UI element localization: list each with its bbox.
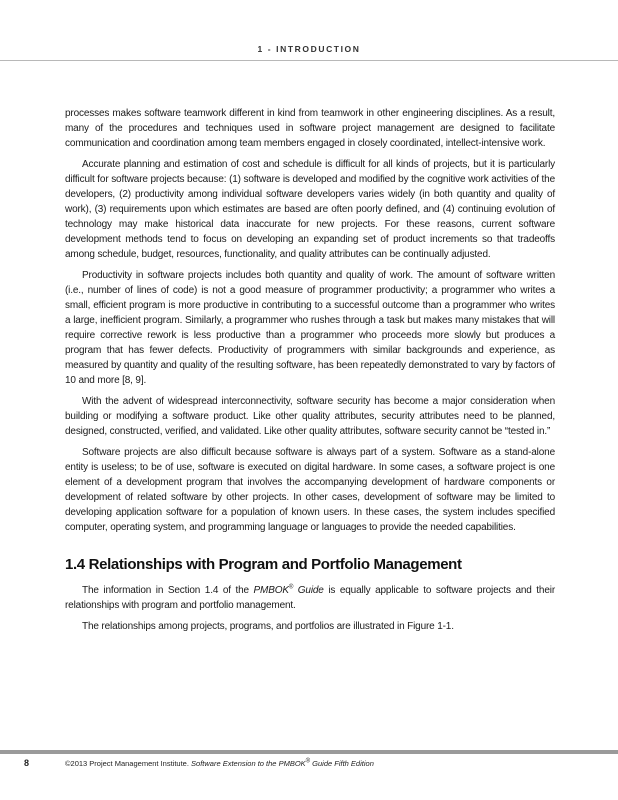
paragraph-figure-reference: The relationships among projects, programs, and portfolios are illustrated in Figure 1-1. <box>82 621 454 632</box>
footer-registered-mark: ® <box>305 758 311 765</box>
footer-book-title <box>191 759 374 768</box>
section-text-end: is equally applicable to software projects and their relationships with program and portfolio management. <box>65 585 555 611</box>
paragraph-planning-estimation: Accurate planning and estimation of cost and schedule is difficult for all kinds of projects, but it is particularly difficult for software projects because: (1) software is developed and modified by the cognitive work activities of the developers, (2) productivity among individual software developers varies widely (in both quantity and quality of work), (3) requirements upon which estimates are based are often poorly defined, and (4) continuing evolution of technology may make historical data inaccurate for new projects. For these reasons, current software development methods tend to focus on developing an expanding set of product increments so that tradeoffs among schedule, budget, resources, functionality, and quality attributes can be continually adjusted. <box>65 159 555 260</box>
guide-word: Guide <box>293 585 324 596</box>
section-heading: 1.4 Relationships with Program and Portfolio Management <box>65 556 462 573</box>
paragraph-teamwork: processes makes software teamwork different in kind from teamwork in other engineering disciplines. As a result, many of the procedures and techniques used in software project management are designed to facilitate communication and coordination among team members engaged in closely coordinated, intellect-intensive work. <box>65 108 555 149</box>
header-divider <box>0 60 618 61</box>
pmbok-word: PMBOK <box>253 585 289 596</box>
page-number: 8 <box>24 758 30 768</box>
footer-divider <box>0 750 618 754</box>
copyright-text: ©2013 Project Management Institute. <box>65 759 192 768</box>
page-body <box>65 106 555 640</box>
pmbok-guide-title <box>254 585 324 596</box>
footer-copyright <box>65 759 374 768</box>
paragraph-security: With the advent of widespread interconnectivity, software security has become a major consideration when building or modifying a software product. Like other quality attributes, security attributes need to be planned, designed, constructed, verified, and validated. Like other quality attributes, software security cannot be “tested in.” <box>65 396 555 437</box>
running-header: 1 - INTRODUCTION <box>257 44 361 54</box>
book-title-suffix: Guide Fifth Edition <box>310 759 374 768</box>
section-text-start: The information in Section 1.4 of the <box>82 585 254 596</box>
paragraph-section-info <box>65 583 555 613</box>
paragraph-productivity: Productivity in software projects includes both quantity and quality of work. The amount of software written (i.e., number of lines of code) is not a good measure of programmer productivity; a programmer who writes a small, efficient program is more productive in contributing to a successful outcome than a programmer who writes a large, inefficient program. Similarly, a programmer who rushes through a task but makes many mistakes that will require corrective rework is less productive than a programmer who proceeds more slowly but produces a program that has fewer defects. Productivity of programmers with similar backgrounds and experience, as measured by quantity and quality of the resulting software, has been repeatedly demonstrated to vary by factors of 10 and more [8, 9]. <box>65 270 555 386</box>
registered-mark: ® <box>288 584 294 591</box>
paragraph-system-context: Software projects are also difficult because software is always part of a system. Software as a stand-alone entity is useless; to be of use, software is executed on digital hardware. In some cases, a software project is one element of a development program that involves the accompanying development of hardware components or development of related software by other projects. In other cases, development of software may be limited to developing application software for a population of known users. In these cases, the system includes specified computer, operating system, and programming language or languages to provide the needed capabilities. <box>65 447 555 533</box>
book-title-main: Software Extension to the PMBOK <box>191 759 306 768</box>
